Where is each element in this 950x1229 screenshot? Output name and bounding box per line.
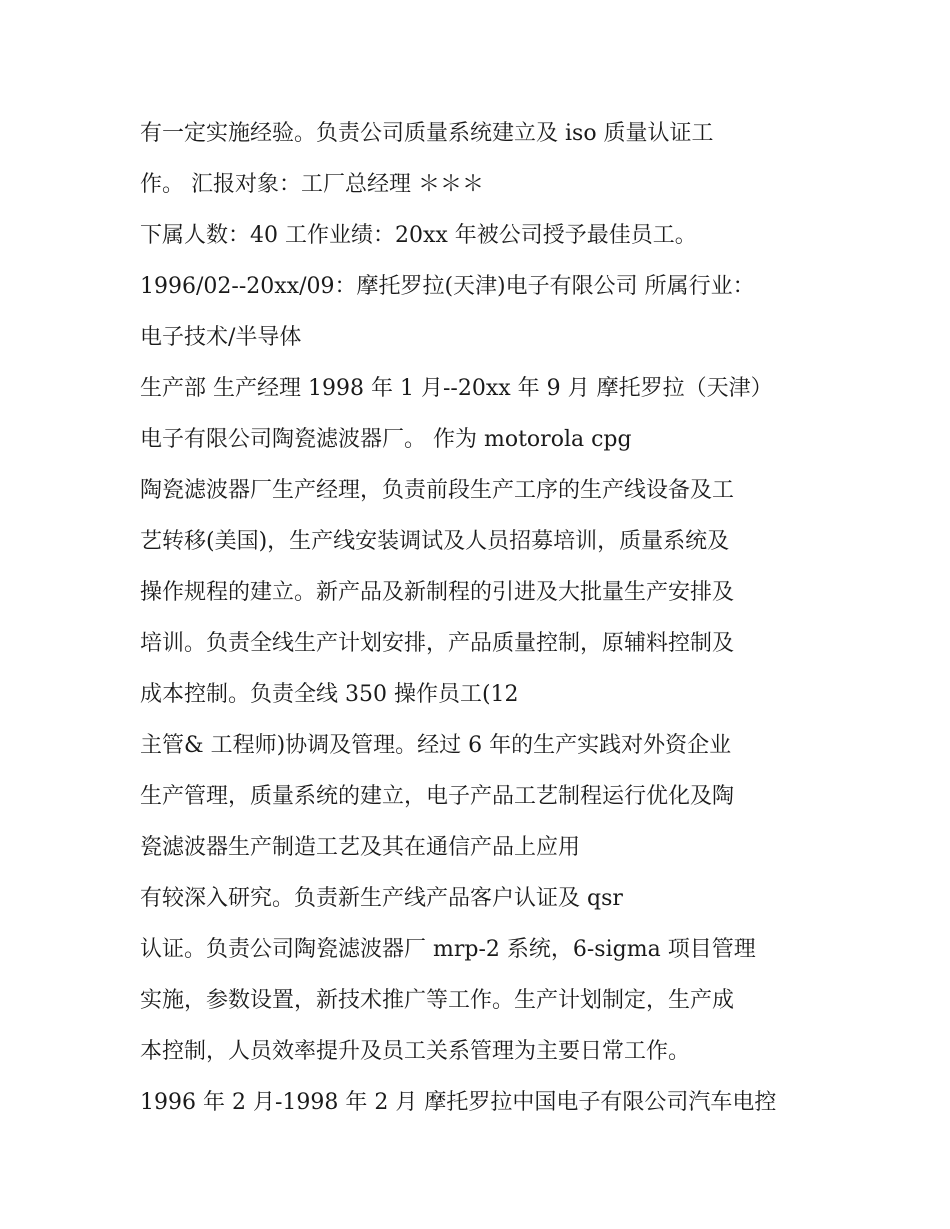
text-line: 陶瓷滤波器厂生产经理，负责前段生产工序的生产线设备及工 <box>140 478 735 503</box>
text-line: 生产部 生产经理 1998 年 1 月--20xx 年 9 月 摩托罗拉（天津） <box>140 376 773 401</box>
text-line: 作。 汇报对象：工厂总经理 ＊＊＊ <box>140 172 484 197</box>
text-line: 1996/02--20xx/09：摩托罗拉(天津)电子有限公司 所属行业： <box>140 274 755 299</box>
text-line: 生产管理，质量系统的建立，电子产品工艺制程运行优化及陶 <box>140 784 735 809</box>
text-line: 瓷滤波器生产制造工艺及其在通信产品上应用 <box>140 835 581 860</box>
text-line: 操作规程的建立。新产品及新制程的引进及大批量生产安排及 <box>140 580 735 605</box>
text-line: 培训。负责全线生产计划安排，产品质量控制，原辅料控制及 <box>140 631 735 656</box>
text-line: 本控制，人员效率提升及员工关系管理为主要日常工作。 <box>140 1039 691 1064</box>
text-line: 1996 年 2 月-1998 年 2 月 摩托罗拉中国电子有限公司汽车电控 <box>140 1090 777 1115</box>
text-line: 实施，参数设置，新技术推广等工作。生产计划制定，生产成 <box>140 988 735 1013</box>
text-line: 成本控制。负责全线 350 操作员工(12 <box>140 682 519 707</box>
text-line: 有较深入研究。负责新生产线产品客户认证及 qsr <box>140 886 623 911</box>
text-line: 有一定实施经验。负责公司质量系统建立及 iso 质量认证工 <box>140 121 714 146</box>
text-line: 认证。负责公司陶瓷滤波器厂 mrp-2 系统，6-sigma 项目管理 <box>140 937 756 962</box>
text-line: 艺转移(美国)，生产线安装调试及人员招募培训，质量系统及 <box>140 529 730 554</box>
text-line: 电子技术/半导体 <box>140 325 302 350</box>
document-body <box>140 108 830 1128</box>
text-line: 电子有限公司陶瓷滤波器厂。 作为 motorola cpg <box>140 427 632 452</box>
text-line: 下属人数：40 工作业绩：20xx 年被公司授予最佳员工。 <box>140 223 697 248</box>
text-line: 主管& 工程师)协调及管理。经过 6 年的生产实践对外资企业 <box>140 733 732 758</box>
